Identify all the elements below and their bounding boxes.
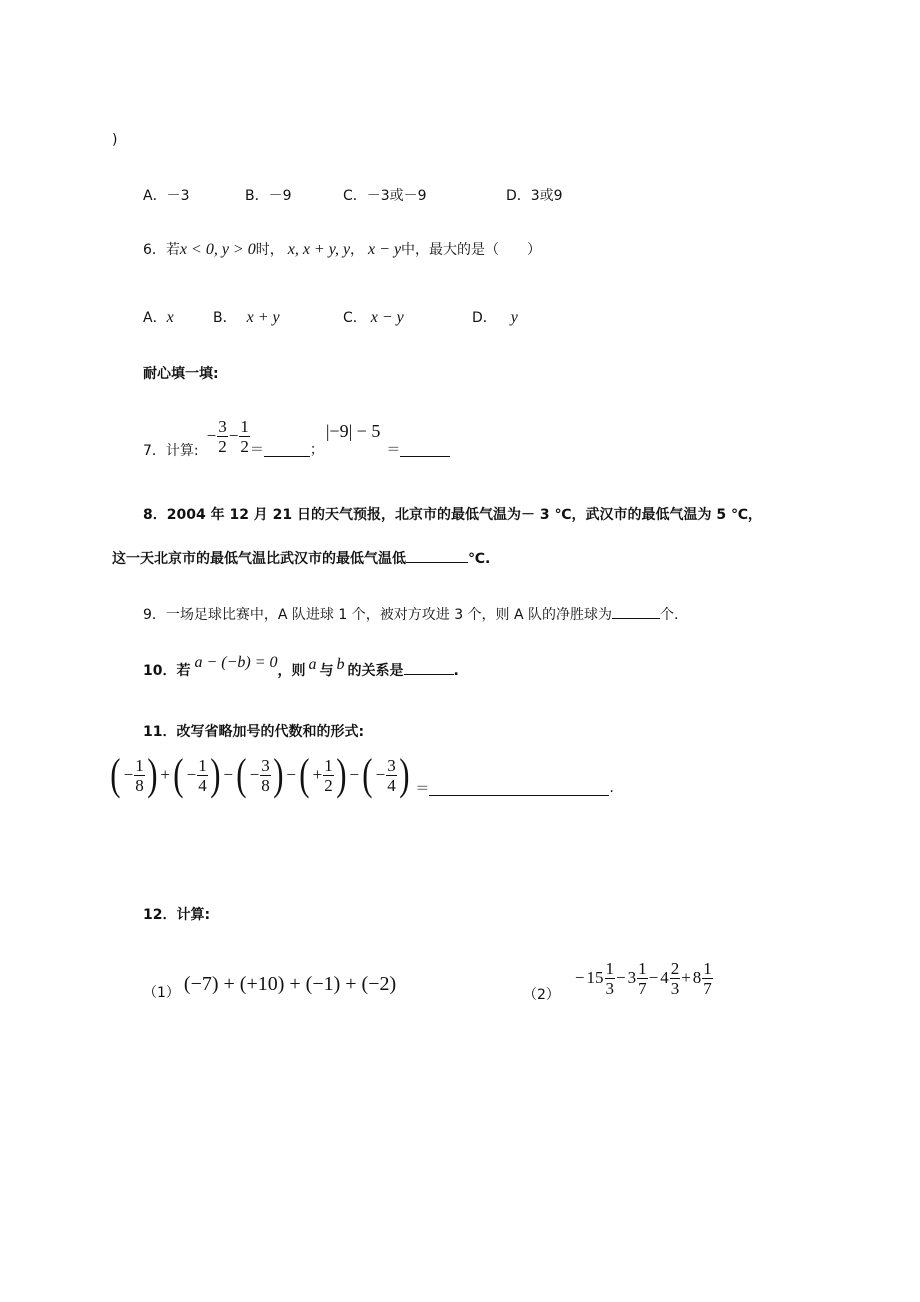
q11-right-paren: ) <box>272 750 284 799</box>
q8-line-2 <box>112 548 490 569</box>
q11-term-fraction <box>386 756 397 795</box>
q10-expression: a − (−b) = 0 <box>194 654 278 671</box>
q5-option-a: A．－3 <box>143 188 190 204</box>
q12-part-2-whole: 3 <box>627 968 637 987</box>
q6-option-b-value: x + y <box>246 309 280 326</box>
q9-end: 个. <box>660 607 679 623</box>
q11-term-sign: − <box>249 765 260 784</box>
q7-fraction-2-numerator: 1 <box>240 416 249 436</box>
q11-term-numerator: 3 <box>261 755 270 775</box>
q11-term-denominator: 2 <box>324 775 333 795</box>
q7-minus-1: − <box>206 426 217 445</box>
q11-term-fraction <box>323 756 334 795</box>
q12-title: 12．计算: <box>143 907 211 923</box>
q12-part-1-label: （1） <box>143 985 180 1001</box>
q12-part-2-fraction <box>605 959 616 998</box>
q11-term-denominator: 4 <box>387 775 396 795</box>
q6-option-c <box>343 308 404 328</box>
q12-part-2-denominator: 3 <box>670 978 680 998</box>
q12-part-2-fraction <box>670 959 681 998</box>
q6-comma: ， <box>350 242 365 258</box>
q11-term-denominator: 8 <box>135 775 144 795</box>
q11-end: . <box>609 780 614 796</box>
q9-question <box>143 604 678 625</box>
q11-left-paren: ( <box>236 750 247 799</box>
q7-label: 7．计算: <box>143 443 199 459</box>
q7-blank-2[interactable] <box>400 442 450 457</box>
q7-abs-expression: |−9| − 5 <box>325 420 381 441</box>
q11-right-paren: ) <box>335 750 347 799</box>
q11-expression <box>108 752 614 798</box>
q12-part-2-operator: − <box>574 968 585 987</box>
q11-right-paren: ) <box>209 750 221 799</box>
q10-var-b: b <box>336 656 345 673</box>
q12-part-2-operator: − <box>648 968 659 987</box>
q5-option-c: C．－3或－9 <box>343 188 427 204</box>
q12-part-2-whole: 8 <box>692 968 702 987</box>
q6-expression-2: x − y <box>368 241 402 258</box>
q11-operator: − <box>223 765 233 784</box>
q7-question <box>143 412 450 460</box>
q9-blank[interactable] <box>612 604 660 619</box>
q11-operator: − <box>286 765 296 784</box>
q11-term-fraction <box>260 756 271 795</box>
q7-fraction-1-denominator: 2 <box>218 436 227 456</box>
q9-text: 9．一场足球比赛中，A 队进球 1 个，被对方攻进 3 个，则 A 队的净胜球为 <box>143 607 613 623</box>
q10-question <box>143 654 459 681</box>
q12-part-1 <box>143 966 396 1002</box>
q11-term-fraction <box>197 756 208 795</box>
q7-fraction-1 <box>217 417 228 456</box>
q6-option-d-label: D． <box>472 310 497 326</box>
q11-right-paren: ) <box>146 750 158 799</box>
q12-part-2-numerator: 1 <box>638 958 647 978</box>
q10-relation: 的关系是 <box>347 663 404 679</box>
q11-term-numerator: 1 <box>135 755 144 775</box>
q11-blank[interactable] <box>429 781 609 796</box>
q12-part-2 <box>523 952 713 1004</box>
q6-option-b-label: B． <box>213 310 237 326</box>
q12-part-2-label: （2） <box>523 987 560 1003</box>
q7-semicolon: ； <box>309 442 324 458</box>
q11-left-paren: ( <box>299 750 310 799</box>
q10-var-a: a <box>308 656 317 673</box>
q11-term-sign: − <box>375 765 386 784</box>
q6-option-d <box>472 308 518 328</box>
q11-term-numerator: 1 <box>324 755 333 775</box>
q6-option-a <box>143 308 174 328</box>
q11-term-numerator: 1 <box>198 755 207 775</box>
q7-fraction-2-denominator: 2 <box>240 436 249 456</box>
q12-part-2-numerator: 1 <box>605 958 615 978</box>
q11-right-paren: ) <box>398 750 410 799</box>
q12-part-2-whole: 15 <box>586 968 604 987</box>
q11-term-sign: − <box>186 765 197 784</box>
q6-shi: 时， <box>255 242 284 258</box>
q6-question <box>143 240 541 260</box>
q11-left-paren: ( <box>362 750 373 799</box>
q7-minus-2: − <box>228 426 239 445</box>
q8-line-2-unit: ℃. <box>468 551 491 567</box>
q10-mid-2: 与 <box>319 663 334 679</box>
q12-part-2-numerator: 1 <box>703 958 712 978</box>
q7-blank-1[interactable] <box>264 442 310 457</box>
q12-part-1-expression: (−7) + (+10) + (−1) + (−2) <box>183 972 397 995</box>
q6-option-a-value: x <box>166 309 174 326</box>
q6-option-c-value: x − y <box>370 309 404 326</box>
q11-term-sign: − <box>123 765 134 784</box>
q11-operator: + <box>160 765 170 784</box>
q12-part-2-operator: + <box>681 968 691 987</box>
q6-tail: 中，最大的是（ ） <box>401 242 542 258</box>
q11-term-denominator: 8 <box>261 775 270 795</box>
q5-option-b: B．－9 <box>245 188 292 204</box>
q11-term-numerator: 3 <box>387 755 396 775</box>
q11-term-denominator: 4 <box>198 775 207 795</box>
q7-equals-2: ＝ <box>386 442 401 458</box>
q8-line-2-text: 这一天北京市的最低气温比武汉市的最低气温低 <box>112 551 406 567</box>
q12-part-2-denominator: 7 <box>638 978 647 998</box>
q6-option-d-value: y <box>510 309 518 326</box>
section-title: 耐心填一填: <box>143 366 219 382</box>
q10-mid-1: ，则 <box>277 663 306 679</box>
q7-fraction-2 <box>239 417 250 456</box>
q12-part-2-denominator: 7 <box>703 978 712 998</box>
q11-term-fraction <box>134 756 145 795</box>
q11-equals: ＝ <box>415 781 430 797</box>
q11-operator: − <box>349 765 359 784</box>
q12-part-2-fraction <box>637 959 648 998</box>
q11-title: 11．改写省略加号的代数和的形式: <box>143 724 365 740</box>
q10-end: . <box>453 663 459 679</box>
q6-number: 6．若 <box>143 242 180 258</box>
q11-left-paren: ( <box>110 750 121 799</box>
q6-option-a-label: A． <box>143 310 167 326</box>
q7-equals-1: ＝ <box>249 442 264 458</box>
q8-blank[interactable] <box>406 548 468 563</box>
q6-option-b <box>213 308 280 328</box>
q8-line-1: 8．2004 年 12 月 21 日的天气预报，北京市的最低气温为－ 3 ℃，武汉市的最低气温为 5 ℃， <box>143 507 762 523</box>
q10-blank[interactable] <box>404 660 454 675</box>
q12-part-2-numerator: 2 <box>670 958 680 978</box>
q12-part-2-whole: 4 <box>660 968 669 987</box>
q6-option-c-label: C． <box>343 310 367 326</box>
q10-number: 10．若 <box>143 663 191 679</box>
q11-term-sign: + <box>312 765 323 784</box>
q12-part-2-fraction <box>702 959 713 998</box>
top-paren: ) <box>112 132 118 148</box>
q6-condition: x < 0, y > 0 <box>179 241 256 258</box>
q11-left-paren: ( <box>173 750 184 799</box>
q12-part-2-denominator: 3 <box>605 978 615 998</box>
q12-part-2-operator: − <box>616 968 626 987</box>
q6-expressions: x, x + y, y <box>287 241 351 258</box>
q7-fraction-1-numerator: 3 <box>218 416 227 436</box>
q5-option-d: D．3或9 <box>506 188 563 204</box>
